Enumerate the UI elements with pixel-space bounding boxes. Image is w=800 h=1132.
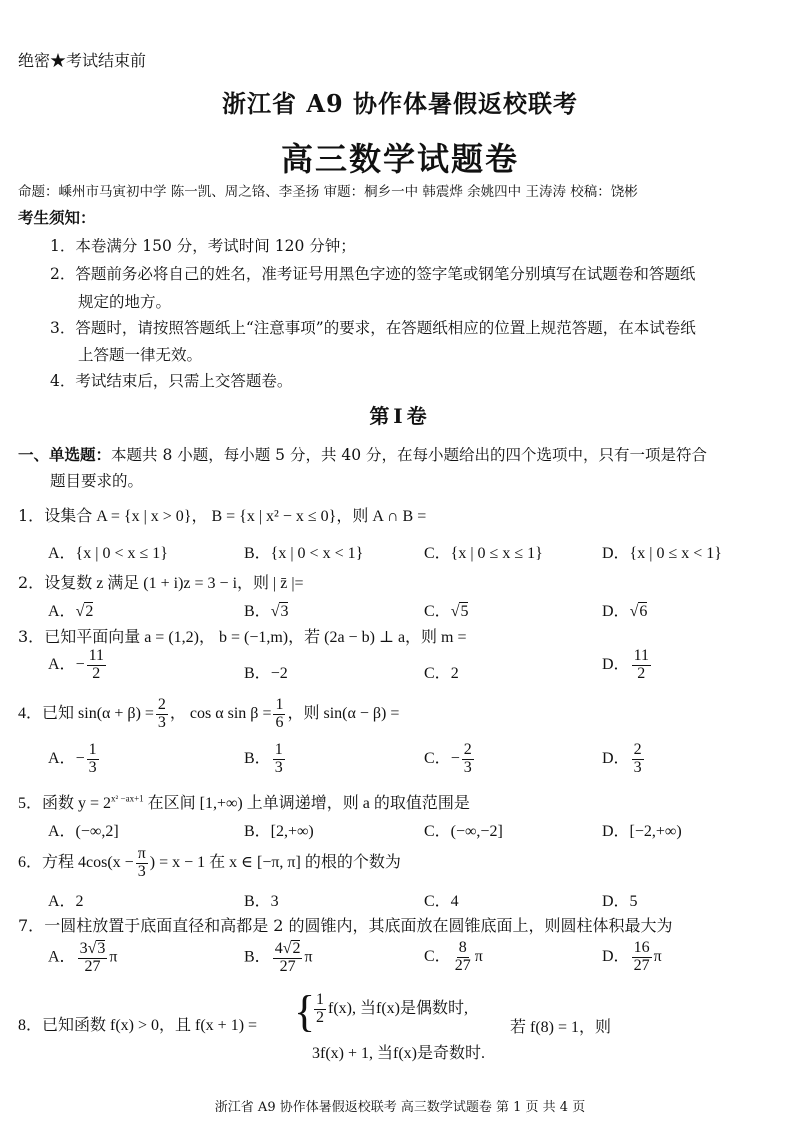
q5-option-a: A．(−∞,2]: [48, 823, 119, 840]
q8-case-1: $\frac{1}{2}$ f(x), 当f(x)是偶数时,: [316, 991, 468, 1026]
q8-brace: {: [294, 987, 316, 1036]
q4-option-b: B． $\frac{1}{3}$: [244, 741, 283, 776]
volume-title: 第Ⅰ卷: [369, 404, 431, 428]
q4-option-d: D． $\frac{2}{3}$: [602, 741, 642, 776]
q8-number: 8．: [18, 1017, 43, 1034]
q6-option-d: D．5: [602, 893, 638, 910]
question-3: [18, 624, 467, 647]
q7-number: 7．: [18, 916, 45, 935]
q3-option-c: C．2: [424, 665, 459, 682]
notice-item-3: 3．答题时，请按照答题纸上“注意事项”的要求，在答题纸相应的位置上规范答题，在本试卷纸: [50, 319, 696, 337]
q5-option-c: C．(−∞,−2]: [424, 823, 503, 840]
q8-case-2: 3f(x) + 1, 当f(x)是奇数时.: [312, 1045, 485, 1062]
q2-option-d: D．√ 6: [602, 603, 648, 620]
section-intro: [18, 443, 707, 465]
q5-option-d: D．[−2,+∞): [602, 823, 682, 840]
q7-option-d: D． $\frac{16}{27}$ π: [602, 939, 662, 974]
q3-stem: 已知平面向量 a = (1,2)， b = (−1,m)，若 (2a − b) ⊥ a，则 m =: [44, 629, 467, 646]
notice-item-2-cont: 规定的地方。: [78, 293, 172, 311]
q1-number: 1．: [18, 506, 45, 525]
secret-label: 绝密★考试结束前: [18, 51, 147, 70]
q8-stem-tail: 若 f(8) = 1，则: [510, 1019, 612, 1036]
q3-option-d: D． $\frac{11}{2}$: [602, 647, 649, 682]
q2-option-c: C．√ 5: [424, 603, 469, 620]
q3-option-b: B．−2: [244, 665, 288, 682]
q7-option-a: A． 3√ 3 27 π: [48, 940, 118, 975]
question-6: 6．方程 4cos(x − $\frac{\pi}{3}$ ) = x − 1 在 x ∈ [−π, π] 的根的个数为: [18, 845, 401, 880]
question-2: [18, 570, 304, 593]
q6-option-b: B．3: [244, 893, 279, 910]
q6-option-a: A．2: [48, 893, 84, 910]
organization-title: 浙江省 A9 协作体暑假返校联考: [221, 89, 579, 118]
q2-option-b: B．√ 3: [244, 603, 289, 620]
q7-stem: 一圆柱放置于底面直径和高都是 2 的圆锥内，其底面放在圆锥底面上，则圆柱体积最大为: [44, 916, 673, 935]
question-4: 4．已知 sin(α + β) = $\frac{2}{3}$ ， cos α sin β = $\frac{1}{6}$ ，则 sin(α − β) =: [18, 696, 400, 731]
q4-number: 4．: [18, 704, 43, 722]
q2-stem: 设复数 z 满足 (1 + i)z = 3 − i，则 | z̄ |=: [44, 575, 304, 592]
notice-heading: 考生须知：: [18, 208, 96, 227]
q2-option-a: A．√ 2: [48, 603, 94, 620]
question-7: [18, 913, 673, 936]
q7-option-b: B． 4√ 2 27 π: [244, 940, 313, 975]
notice-item-1: 1．本卷满分 150 分，考试时间 120 分钟；: [50, 237, 356, 255]
section-text-1: 本题共 8 小题，每小题 5 分，共 40 分，在每小题给出的四个选项中，只有一项是符合: [111, 446, 708, 464]
question-5: 5．函数 $y = 2^{x^2 -ax+1}$ 在区间 [1,+∞) 上单调递增，则 a 的取值范围是: [18, 793, 470, 812]
notice-item-4: 4．考试结束后，只需上交答题卷。: [50, 372, 293, 390]
section-text-2: 题目要求的。: [50, 472, 144, 490]
q1-option-c: C．{x | 0 ≤ x ≤ 1}: [424, 545, 543, 562]
q1-option-a: A．{x | 0 < x ≤ 1}: [48, 545, 168, 562]
q5-number: 5．: [18, 795, 43, 812]
question-8-stem: 8．已知函数 f(x) > 0，且 f(x + 1) =: [18, 1017, 258, 1034]
q6-option-c: C．4: [424, 893, 459, 910]
notice-item-3-cont: 上答题一律无效。: [78, 346, 203, 364]
q4-option-a: A．− $\frac{1}{3}$: [48, 741, 97, 776]
q7-option-c: C． $\frac{8}{27}$ π: [424, 939, 483, 974]
q3-number: 3．: [18, 627, 45, 646]
q4-option-c: C．− $\frac{2}{3}$: [424, 741, 472, 776]
q5-option-b: B．[2,+∞): [244, 823, 314, 840]
q1-option-b: B．{x | 0 < x < 1}: [244, 545, 364, 562]
credits-line: 命题：嵊州市马寅初中学 陈一凯、周之铬、李圣扬 审题：桐乡一中 韩震烨 余姚四中 王涛涛 校稿：饶彬: [18, 184, 638, 200]
q2-number: 2．: [18, 573, 45, 592]
page-footer: 浙江省 A9 协作体暑假返校联考 高三数学试题卷 第 1 页 共 4 页: [214, 1100, 586, 1115]
q1-stem: 设集合 A = {x | x > 0}， B = {x | x² − x ≤ 0}，则 A ∩ B =: [44, 508, 427, 525]
exam-title: 高三数学试题卷: [280, 140, 519, 178]
question-1: [18, 503, 426, 526]
q3-option-a: A．− $\frac{11}{2}$: [48, 647, 104, 682]
q6-number: 6．: [18, 853, 43, 871]
section-label: 一、单选题：: [18, 445, 112, 464]
notice-item-2: 2．答题前务必将自己的姓名，准考证号用黑色字迹的签字笔或钢笔分别填写在试题卷和答题纸: [50, 265, 696, 283]
q1-option-d: D．{x | 0 ≤ x < 1}: [602, 545, 722, 562]
